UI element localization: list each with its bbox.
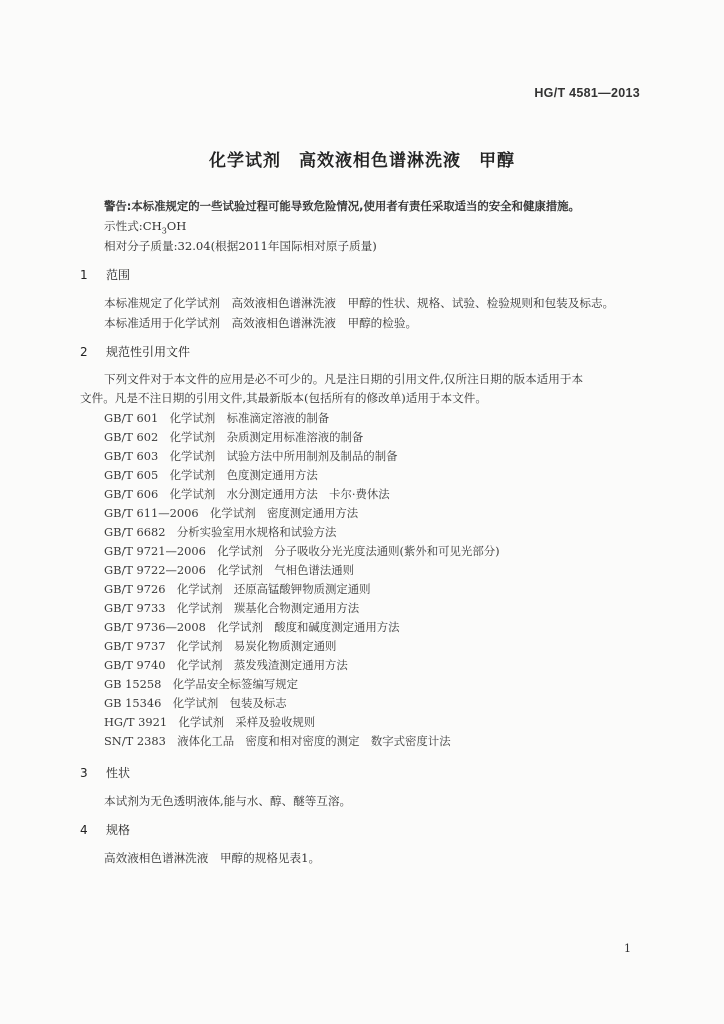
section-1-title: 范围 (106, 268, 131, 282)
references-intro-1: 下列文件对于本文件的应用是必不可少的。凡是注日期的引用文件,仅所注日期的版本适用于本 (104, 372, 584, 386)
reference-item: GB/T 9740 化学试剂 蒸发残渣测定通用方法 (104, 658, 348, 672)
section-1-number: 1 (80, 268, 88, 282)
reference-item: GB/T 601 化学试剂 标准滴定溶液的制备 (104, 411, 330, 425)
reference-item: GB/T 603 化学试剂 试验方法中所用制剂及制品的制备 (104, 449, 398, 463)
formula-oh: OH (166, 219, 187, 233)
reference-item: GB/T 9726 化学试剂 还原高锰酸钾物质测定通则 (104, 582, 371, 596)
molecular-mass: 相对分子质量:32.04(根据2011年国际相对原子质量) (104, 239, 377, 253)
reference-item: GB/T 9721—2006 化学试剂 分子吸收分光光度法通则(紫外和可见光部分) (104, 544, 500, 558)
reference-item: GB 15258 化学品安全标签编写规定 (104, 677, 299, 691)
title-part-reagent: 化学试剂 (209, 151, 281, 171)
section-2-heading (80, 345, 190, 360)
specification-text: 高效液相色谱淋洗液 甲醇的规格见表1。 (104, 851, 321, 865)
page-number: 1 (624, 942, 631, 955)
reference-item: GB/T 9736—2008 化学试剂 酸度和碱度测定通用方法 (104, 620, 400, 634)
reference-item: GB/T 606 化学试剂 水分测定通用方法 卡尔·费休法 (104, 487, 390, 501)
formula-subscript: 3 (161, 226, 167, 236)
section-3-heading (80, 766, 130, 781)
section-2-title: 规范性引用文件 (106, 345, 191, 359)
formula-ch: CH (142, 219, 162, 233)
reference-item: GB/T 611—2006 化学试剂 密度测定通用方法 (104, 506, 359, 520)
reference-item: GB/T 602 化学试剂 杂质测定用标准溶液的制备 (104, 430, 364, 444)
reference-item: GB/T 605 化学试剂 色度测定通用方法 (104, 468, 318, 482)
formula-line (104, 219, 186, 238)
section-4-heading (80, 823, 130, 838)
reference-item: GB/T 6682 分析实验室用水规格和试验方法 (104, 525, 337, 539)
warning-text: 警告:本标准规定的一些试验过程可能导致危险情况,使用者有责任采取适当的安全和健康措施。 (104, 199, 580, 213)
reference-item: GB 15346 化学试剂 包装及标志 (104, 696, 287, 710)
standard-number: HG/T 4581—2013 (534, 86, 640, 100)
title-part-eluent: 高效液相色谱淋洗液 (299, 151, 461, 171)
reference-item: GB/T 9722—2006 化学试剂 气相色谱法通则 (104, 563, 354, 577)
section-3-title: 性状 (106, 766, 131, 780)
formula-label: 示性式: (104, 219, 143, 233)
characteristics-text: 本试剂为无色透明液体,能与水、醇、醚等互溶。 (104, 794, 352, 808)
reference-item: SN/T 2383 液体化工品 密度和相对密度的测定 数字式密度计法 (104, 734, 451, 748)
section-2-number: 2 (80, 345, 88, 359)
section-3-number: 3 (80, 766, 88, 780)
scope-line-2: 本标准适用于化学试剂 高效液相色谱淋洗液 甲醇的检验。 (104, 316, 418, 330)
reference-item: HG/T 3921 化学试剂 采样及验收规则 (104, 715, 316, 729)
title-part-methanol: 甲醇 (479, 151, 515, 171)
section-1-heading (80, 268, 130, 283)
scope-line-1: 本标准规定了化学试剂 高效液相色谱淋洗液 甲醇的性状、规格、试验、检验规则和包装及标志。 (104, 296, 615, 310)
section-4-title: 规格 (106, 823, 131, 837)
section-4-number: 4 (80, 823, 88, 837)
document-title (0, 146, 724, 171)
reference-item: GB/T 9733 化学试剂 羰基化合物测定通用方法 (104, 601, 360, 615)
references-intro-2: 文件。凡是不注日期的引用文件,其最新版本(包括所有的修改单)适用于本文件。 (80, 391, 487, 405)
reference-item: GB/T 9737 化学试剂 易炭化物质测定通则 (104, 639, 337, 653)
